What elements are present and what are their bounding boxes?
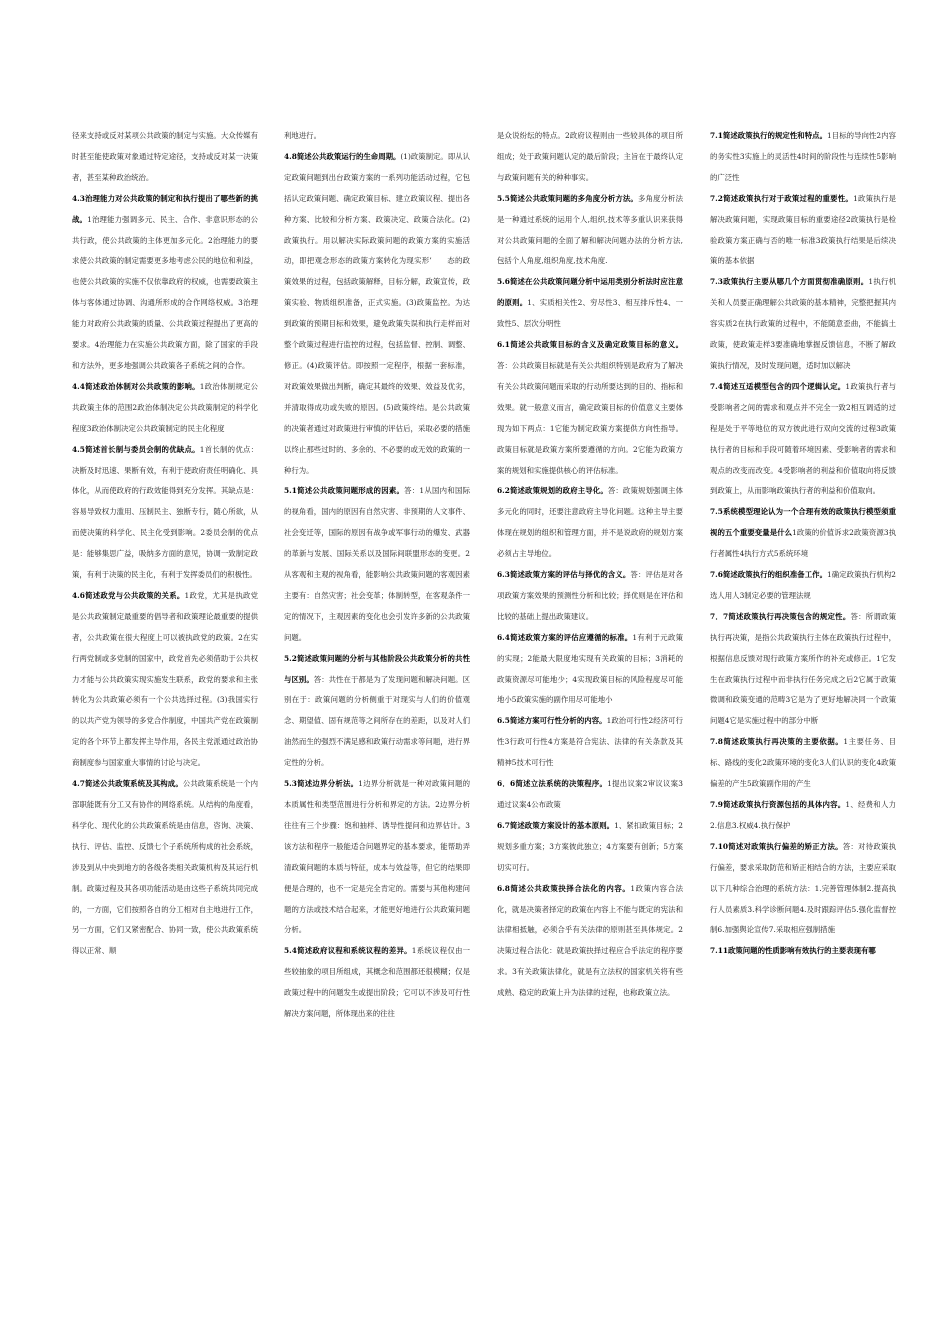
paragraph xyxy=(497,565,683,628)
question-heading: 5.6简述在公共政策问题分析中运用类别分析法时应注意的原则。 xyxy=(497,277,683,308)
question-heading: 7.11政策问题的性质影响有效执行的主要表现有哪 xyxy=(710,946,876,956)
answer-text: 多角度分析法是一种通过系统的运用个人,组织,技术等多重认识来获得对公共政策问题的全面了解和解决问题办法的分析方法,包括个人角度,组织角度,技术角度. xyxy=(497,193,683,266)
question-heading: 6．6简述立法系统的决策程序。 xyxy=(497,779,608,789)
paragraph xyxy=(710,565,896,607)
question-heading: 7.9简述政策执行资源包括的具体内容。 xyxy=(710,800,846,809)
question-heading: 7.8简述政策执行再决策的主要依据。 xyxy=(710,737,844,747)
answer-text: 1、经费和人力2.信息3.权威4.执行保护 xyxy=(710,800,896,830)
answer-text: 1有利于元政策的实现；2能最大限度地实现有关政策的目标；3消耗的政策资源尽可能地少；4实现政策目标的风险程度尽可能地小5政策实施的副作用尽可能地小 xyxy=(497,632,683,705)
paragraph xyxy=(497,335,683,481)
paragraph xyxy=(497,481,683,565)
paragraph xyxy=(284,481,470,648)
question-heading: 4.7简述公共政策系统及其构成。 xyxy=(72,779,183,789)
text-column-3 xyxy=(497,126,683,1236)
answer-text: 1提出议案2审议议案3通过议案4公布政策 xyxy=(497,779,683,809)
question-heading: 7.3政策执行主要从哪几个方面贯彻准确原则。 xyxy=(710,277,869,287)
answer-text: 答：公共政策目标就是有关公共组织特别是政府为了解决有关公共政策问题而采取的行动所要达到的目的、指标和效果。就一般意义而言，确定政策目标的价值意义主要体现为如下两点：1它能为制定政策方案提供方向性指导。政策目标就是政策方案所要遵循的方向。2它能为政策方案的规划和实施提供核心的评估标准。 xyxy=(497,360,683,475)
paragraph xyxy=(72,586,258,774)
paragraph xyxy=(497,189,683,273)
question-heading: 6.3简述政策方案的评估与择优的含义。 xyxy=(497,570,631,580)
paragraph xyxy=(497,126,683,189)
question-heading: 4.6简述政党与公共政策的关系。 xyxy=(72,590,185,600)
question-heading: 6.5简述方案可行性分析的内容。 xyxy=(497,716,607,726)
paragraph xyxy=(284,126,470,147)
question-heading: 4.8简述公共政策运行的生命周期。 xyxy=(284,151,401,161)
paragraph xyxy=(497,711,683,774)
paragraph xyxy=(284,774,470,941)
question-heading: 7.4简述互适模型包含的四个逻辑认定。 xyxy=(710,381,846,391)
answer-text: 1主要任务、目标、路线的变化2政策环境的变化3人们认识的变化4政策偏差的产生5政策副作用的产生 xyxy=(710,737,896,789)
answer-text: (1)政策制定。即从认定政策问题到出台政策方案的一系列功能活动过程，它包括认定政策问题、确定政策目标、建立政策议程、提出各种方案、比较和分析方案、政策决定、政策合法化。(2)政策执行。用以解决实际政策问题的政策方案的实施活动，即把观念形态的政策方案转化为现实形’ 态的政策效果的过程，包括政策解释，目标分解，政策宣传，政策实验、物质组织准备，正式实施。(3)政策监控。为达到政策的预期目标和效果，避免政策失误和执行走样而对整个政策过程进行监控的过程，包括监督、控制、调整、修正。(4)政策评估。即按照一定程序，根据一套标准，对政策效果做出判断，确定其最终的效果、效益及优劣，并清取得成功或失败的原因。(5)政策终结。是公共政策的决策者通过对政策进行审慎的评估后，采取必要的措施以终止那些过时的、多余的、不必要的或无效的政策的一种行为。 xyxy=(284,151,470,475)
answer-text: 1政党，尤其是执政党是公共政策制定最重要的倡导者和政策理论最重要的提供者，公共政策在很大程度上可以被执政党的政策。2在实行两党制或多党制的国家中，政党首先必须借助于公共权力才能与公共政策实现实施发生联系，政党的要求和主张转化为公共政策必须有一个公共选择过程。(3)我国实行的以共产党为领导的多党合作制度，中国共产党在政策制定的各个环节上都发挥主导作用，各民主党派通过政治协商制度参与国家重大事情的讨论与决定。 xyxy=(72,590,258,768)
answer-text: 1政策的价值诉求2政策资源3执行者属性4执行方式5系统环境 xyxy=(710,528,896,559)
paragraph xyxy=(497,774,683,816)
paragraph xyxy=(710,502,896,565)
question-heading: 4.5简述首长制与委员会制的优缺点。 xyxy=(72,444,200,454)
paragraph xyxy=(710,795,896,837)
paragraph xyxy=(284,649,470,774)
paragraph xyxy=(72,126,258,189)
text-column-2 xyxy=(284,126,470,1236)
paragraph xyxy=(710,377,896,502)
answer-text: 答：共性在于都是为了发现问题和解决问题。区别在于：政策问题的分析侧重于对现实与人们的价值观念、期望值、固有规范等之间所存在的差距，以及对人们油然而生的强烈不满足感和政策行动需求等问题，进行界定性的分析。 xyxy=(284,674,470,768)
paragraph xyxy=(72,440,258,586)
text-column-1 xyxy=(72,126,258,1236)
question-heading: 6.2简述政策规划的政府主导化。 xyxy=(497,486,608,496)
question-heading: 7.10简述对政策执行偏差的矫正方法。 xyxy=(710,841,843,851)
paragraph xyxy=(72,189,258,377)
answer-text: 1系统议程仅由一些较抽象的项目所组成，其概念和范围都还很模糊；仅是政策过程中的问题发生或提出阶段；它可以不涉及可行性解决方案问题，所体现出来的往往 xyxy=(284,946,470,1019)
answer-text: 1政治体制规定公共政策主体的范围2政治体制决定公共政策制定的科学化程度3政治体制决定公共政策制定的民主化程度 xyxy=(72,381,258,433)
question-heading: 7.6简述政策执行的组织准备工作。 xyxy=(710,570,828,580)
answer-text: 1执行机关和人员要正确理解公共政策的基本精神，完整把握其内容实质2在执行政策的过程中，不能随意歪曲，不能搞土政策，使政策走样3要准确地掌握反馈信息，不断了解政策执行情况，及时发现问题，适时加以解决 xyxy=(710,277,896,370)
paragraph xyxy=(497,816,683,879)
answer-text: 1确定政策执行机构2选人用人3制定必要的管理法规 xyxy=(710,570,896,600)
paragraph xyxy=(284,147,470,482)
paragraph xyxy=(284,941,470,1025)
question-heading: 5.1简述公共政策问题形成的因素。 xyxy=(284,486,405,496)
answer-text: 1政策内容合法化，就是决策者择定的政策在内容上不能与既定的宪法和法律相抵触，必须合乎有关法律的原则甚至具体规定。2决策过程合法化：就是政策抉择过程应合乎法定的程序要求。3有关政策法律化，就是有立法权的国家机关将有些成熟、稳定的政策上升为法律的过程，也称政策立法。 xyxy=(497,883,683,998)
answer-text: 1政策执行是解决政策问题，实现政策目标的重要途径2政策执行是检验政策方案正确与否的唯一标准3政策执行结果是后续决策的基本依据 xyxy=(710,193,896,266)
paragraph xyxy=(710,732,896,795)
paragraph xyxy=(710,189,896,273)
answer-text: 是众说纷纭的特点。2政府议程则由一些较具体的项目所组成；处于政策问题认定的最后阶段；主旨在于最终认定与政策问题有关的种种事实。 xyxy=(497,131,683,182)
answer-text: 1、紧扣政策目标；2规划多重方案；3方案彼此独立；4方案要有创新；5方案切实可行。 xyxy=(497,820,683,872)
answer-text: 1治理能力强调多元、民主、合作、非意识形态的公共行政，使公共政策的主体更加多元化。2治理能力的要求使公共政策的制定需要更多地考虑公民的地位和利益，也使公共政策的实施不仅依靠政府的权威，也需要政策主体与客体通过协调、沟通所形成的合作网络权威。3治理能力对政府公共政策的质量、公共政策过程提出了更高的要求。4治理能力在实施公共政策方面，除了国家的手段和方法外，更多地强调公共政策各子系统之间的合作。 xyxy=(72,214,258,370)
paragraph xyxy=(710,607,896,732)
answer-text: 1政策执行者与受影响者之间的需求和观点并不完全一致2相互调适的过程是处于平等地位的双方彼此进行双向交流的过程3政策执行者的目标和手段可随着环境因素、受影响者的需求和观点的改变而改变。4受影响者的利益和价值取向将反馈到政策上，从而影响政策执行者的利益和价值取向。 xyxy=(710,381,896,496)
question-heading: 5.4简述政府议程和系统议程的差异。 xyxy=(284,946,412,956)
paragraph xyxy=(72,774,258,962)
answer-text: 径来支持或反对某项公共政策的制定与实施。大众传媒有时甚至能使政策对象通过特定途径，支持或反对某一决策者，甚至某种政治统治。 xyxy=(72,131,258,182)
paragraph xyxy=(710,272,896,377)
answer-text: 1首长制的优点：决断及时迅速、果断有效，有利于使政府责任明确化、具体化，从而使政府的行政效能得到充分发挥。其缺点是：容易导致权力滥用、压制民主、独断专行，随心所欲，从而使决策的科学化、民主化受到影响。2委员会制的优点是：能够集思广益，吸纳多方面的意见，协调一致制定政策，有利于决策的民主化，有利于发挥委员们的积极性。 xyxy=(72,444,258,580)
question-heading: 5.3简述边界分析法。 xyxy=(284,779,359,789)
paragraph xyxy=(72,377,258,440)
question-heading: 7.5系统模型理论认为一个合理有效的政策执行模型须重视的五个重要变量是什么 xyxy=(710,507,896,538)
question-heading: 5.2简述政策问题的分析与其他阶段公共政策分析的共性与区别。 xyxy=(284,653,470,684)
question-heading: 7.2简述政策执行对于政策过程的重要性。 xyxy=(710,193,854,203)
answer-text: 1、实质相关性2、穷尽性3、相互排斥性4、一致性5、层次分明性 xyxy=(497,298,683,329)
answer-text: 1边界分析就是一种对政策问题的本质属性和类型范围进行分析和界定的方法。2边界分析往往有三个步骤：饱和抽样、诱导性提问和边界估计。3该方法和程序一般能适合问题界定的基本要求，能帮助弄清政策问题的本质与特征，成本与效益等，但它的结果即便是合理的，也不一定是完全肯定的。需要与其他构建问题的方法或技术结合起来，才能更好地进行公共政策问题分析。 xyxy=(284,779,470,935)
question-heading: 4.4简述政治体制对公共政策的影响。 xyxy=(72,381,200,391)
answer-text: 利地进行。 xyxy=(284,131,321,140)
paragraph xyxy=(710,126,896,189)
answer-text: 答：评估是对各项政策方案效果的预测性分析和比较；择优则是在评估和比较的基础上提出政策建议。 xyxy=(497,570,683,621)
answer-text: 答：政策规划强调主体多元化的同时，还要注意政府主导化问题。这种主导主要体现在规划的组织和管理方面，并不是说政府的规划方案必须占主导地位。 xyxy=(497,486,683,559)
answer-text: 答：1从国内和国际的视角看，国内的原因有自然灾害、非预期的人文事件、社会变迁等，国际的原因有战争或军事行动的爆发、武器的革新与发展、国际关系以及国际间联盟形态的变更。2从客观和主观的视角看，能影响公共政策问题的客观因素主要有：自然灾害；社会变革；体制转型，在客观条件一定的情况下，主观因素的变化也会引发许多新的公共政策问题。 xyxy=(284,486,470,642)
answer-text: 1目标的导向性2内容的务实性3实施上的灵活性4时间的阶段性与连续性5影响的广泛性 xyxy=(710,131,896,182)
text-column-4 xyxy=(710,126,896,1236)
answer-text: 公共政策系统是一个内部职能既有分工又有协作的网络系统。从结构的角度看，科学化、现代化的公共政策系统是由信息，咨询、决策、执行、评估、监控、反馈七个子系统所构成的社会系统，涉及到从中央到地方的各级各类相关政策机构及其运行机制。政策过程及其各项功能活动是由这些子系统共同完成的，一方面，它们按照各自的分工相对自主地进行工作，另一方面，它们又紧密配合、协同一致，使公共政策系统得以正常、顺 xyxy=(72,779,258,956)
paragraph xyxy=(497,879,683,1004)
answer-text: 答：对待政策执行偏差，要求采取防范和矫正相结合的方法，主要应采取以下几种综合治理的系统方法：1.完善管理体制2.提高执行人员素质3.科学诊断问题4.及时跟踪评估5.强化监督控制6.加强舆论宣传7.采取相应强制措施 xyxy=(710,841,896,935)
question-heading: 6.4简述政策方案的评估应遵循的标准。 xyxy=(497,632,633,642)
question-heading: 6.7简述政策方案设计的基本原则。 xyxy=(497,820,615,830)
question-heading: 7．7简述政策执行再决策包含的规定性。 xyxy=(710,611,851,621)
paragraph xyxy=(497,272,683,335)
paragraph xyxy=(710,941,896,962)
question-heading: 4.3治理能力对公共政策的制定和执行提出了哪些新的挑战。 xyxy=(72,193,258,224)
question-heading: 6.1简述公共政策目标的含义及确定政策目标的意义。 xyxy=(497,340,683,350)
answer-text: 答：所谓政策执行再决策，是指公共政策执行主体在政策执行过程中，根据信息反馈对现行政策方案所作的补充或修正。1它发生在政策执行过程中而非执行任务完成之后2它属于政策微调和政策变通的范畴3它是为了更好地解决同一个政策问题4它是实施过程中的部分中断 xyxy=(710,611,896,726)
answer-text: 1政治可行性2经济可行性3行政可行性4方案是符合宪法、法律的有关条款及其精神5技术可行性 xyxy=(497,716,683,768)
question-heading: 5.5简述公共政策问题的多角度分析方法。 xyxy=(497,193,638,203)
paragraph xyxy=(710,837,896,942)
question-heading: 7.1简述政策执行的规定性和特点。 xyxy=(710,131,828,140)
paragraph xyxy=(497,628,683,712)
question-heading: 6.8简述公共政策抉择合法化的内容。 xyxy=(497,883,631,893)
